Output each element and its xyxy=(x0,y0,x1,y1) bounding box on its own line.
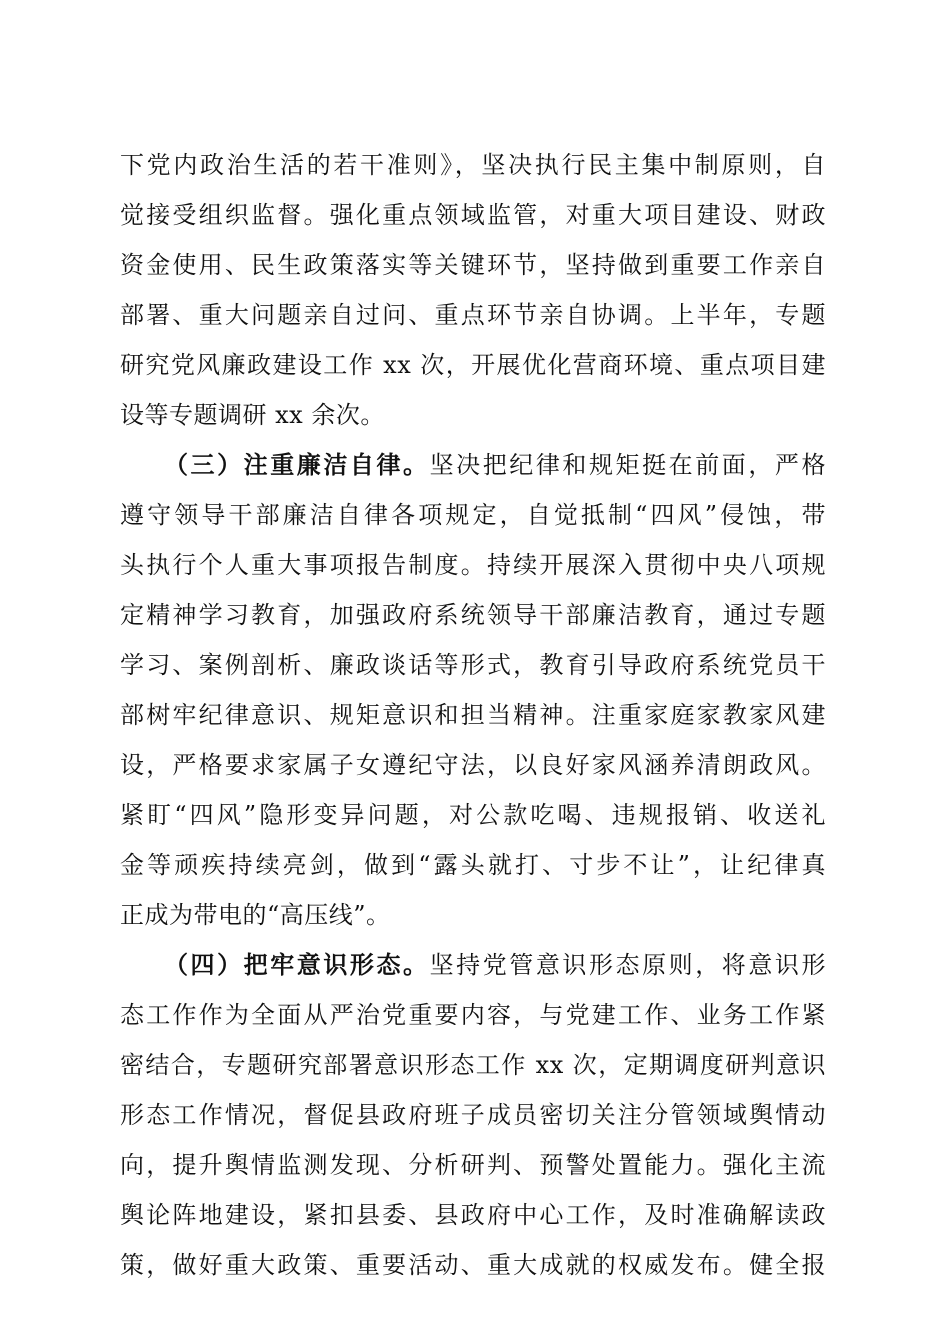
text-line: 部署、重大问题亲自过问、重点环节亲自协调。上半年，专题 xyxy=(120,301,826,329)
text-line: 遵守领导干部廉洁自律各项规定，自觉抵制“四风”侵蚀，带 xyxy=(120,501,826,529)
text-line: 定精神学习教育，加强政府系统领导干部廉洁教育，通过专题 xyxy=(120,601,826,629)
text-line: 金等顽疾持续亮剑，做到“露头就打、寸步不让”，让纪律真 xyxy=(120,851,826,879)
text-line: 舆论阵地建设，紧扣县委、县政府中心工作，及时准确解读政 xyxy=(120,1201,826,1229)
section-heading: （三）注重廉洁自律。 xyxy=(164,450,430,479)
section-heading: （四）把牢意识形态。 xyxy=(164,950,430,979)
text-line: 觉接受组织监督。强化重点领域监管，对重大项目建设、财政 xyxy=(120,201,826,229)
text-line: 部树牢纪律意识、规矩意识和担当精神。注重家庭家教家风建 xyxy=(120,701,826,729)
text-line: 策，做好重大政策、重要活动、重大成就的权威发布。健全报 xyxy=(120,1251,826,1279)
text-line: 向，提升舆情监测发现、分析研判、预警处置能力。强化主流 xyxy=(120,1151,826,1179)
text-line: 下党内政治生活的若干准则》，坚决执行民主集中制原则，自 xyxy=(120,151,826,179)
paragraph-continued xyxy=(120,140,826,440)
section-first-line-text: 坚决把纪律和规矩挺在前面，严格 xyxy=(429,451,826,479)
text-line: 研究党风廉政建设工作 xx 次，开展优化营商环境、重点项目建 xyxy=(120,351,826,379)
text-line: 密结合，专题研究部署意识形态工作 xx 次，定期调度研判意识 xyxy=(120,1051,826,1079)
text-line: 资金使用、民生政策落实等关键环节，坚持做到重要工作亲自 xyxy=(120,251,826,279)
text-line: 紧盯“四风”隐形变异问题，对公款吃喝、违规报销、收送礼 xyxy=(120,801,826,829)
text-line: 形态工作情况，督促县政府班子成员密切关注分管领域舆情动 xyxy=(120,1101,826,1129)
section-first-line xyxy=(120,440,826,490)
paragraph-section-4 xyxy=(120,940,826,1290)
section-first-line-text: 坚持党管意识形态原则，将意识形 xyxy=(429,951,826,979)
document-page xyxy=(120,140,826,1290)
text-line: 正成为带电的“高压线”。 xyxy=(120,901,391,929)
text-line: 态工作作为全面从严治党重要内容，与党建工作、业务工作紧 xyxy=(120,1001,826,1029)
text-line: 设等专题调研 xx 余次。 xyxy=(120,401,385,429)
text-line: 头执行个人重大事项报告制度。持续开展深入贯彻中央八项规 xyxy=(120,551,826,579)
paragraph-section-3 xyxy=(120,440,826,940)
section-first-line xyxy=(120,940,826,990)
text-line: 设，严格要求家属子女遵纪守法，以良好家风涵养清朗政风。 xyxy=(120,751,826,779)
text-line: 学习、案例剖析、廉政谈话等形式，教育引导政府系统党员干 xyxy=(120,651,826,679)
